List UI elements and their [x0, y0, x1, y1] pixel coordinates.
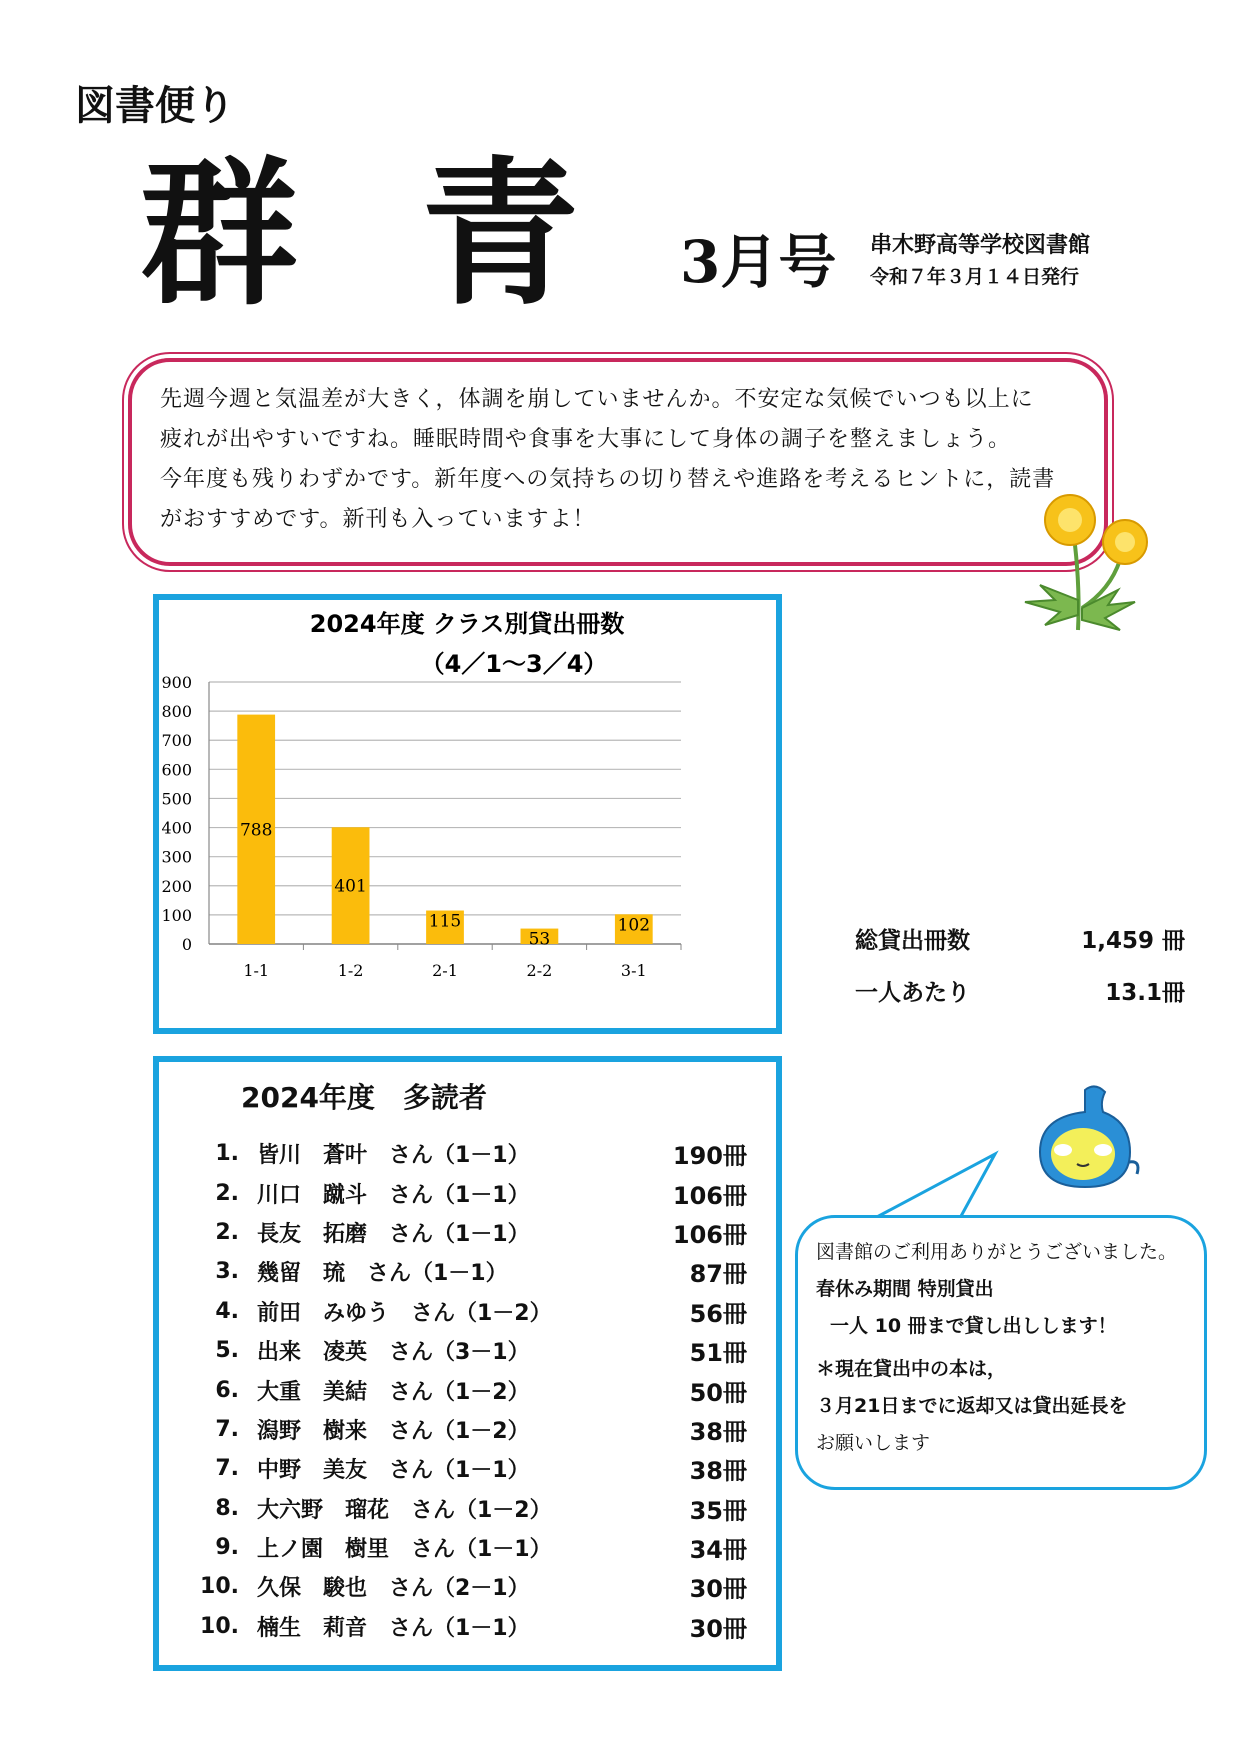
y-tick-label: 100	[161, 905, 192, 925]
reader-count: 56冊	[689, 1299, 747, 1328]
bubble-line: お願いします	[816, 1432, 931, 1454]
reader-rank: 6.	[215, 1377, 239, 1403]
top-readers-list	[189, 1134, 769, 1646]
reader-row	[189, 1528, 769, 1567]
total-row	[855, 915, 1185, 967]
bar-value-label: 53	[528, 929, 551, 950]
reader-count: 34冊	[689, 1536, 747, 1565]
reader-row	[189, 1134, 769, 1173]
reader-name: 久保 駿也 さん（2－1）	[257, 1576, 530, 1602]
reader-row	[189, 1331, 769, 1370]
reader-row	[189, 1252, 769, 1291]
reader-count: 35冊	[689, 1496, 747, 1525]
reader-rank: 7.	[215, 1416, 239, 1442]
reader-name: 幾留 琉 さん（1－1）	[257, 1261, 508, 1287]
reader-name: 長友 拓磨 さん（1－1）	[257, 1221, 530, 1247]
reader-rank: 3.	[215, 1259, 239, 1285]
notice-line: 先週今週と気温差が大きく，体調を崩していませんか。不安定な気候でいつも以上に	[160, 387, 1034, 412]
reader-rank: 10.	[200, 1613, 239, 1639]
reader-row	[189, 1449, 769, 1488]
y-tick-label: 900	[161, 673, 192, 692]
bubble-line: 一人 10 冊まで貸し出しします！	[830, 1315, 1117, 1337]
reader-row	[189, 1370, 769, 1409]
reader-name: 皆川 蒼叶 さん（1－1）	[257, 1143, 530, 1169]
reader-name: 大六野 瑠花 さん（1－2）	[257, 1497, 552, 1523]
bar-chart-svg	[159, 600, 776, 1028]
mascot-icon	[1025, 1082, 1145, 1197]
reader-rank: 5.	[215, 1338, 239, 1364]
bubble-line: ＊現在貸出中の本は，	[816, 1358, 1007, 1380]
reader-name: 楠生 莉音 さん（1－1）	[257, 1615, 530, 1641]
notice-line: がおすすめです。新刊も入っていますよ！	[160, 507, 596, 532]
reader-count: 38冊	[689, 1457, 747, 1486]
y-tick-label: 600	[161, 760, 192, 780]
reader-row	[189, 1213, 769, 1252]
reader-row	[189, 1410, 769, 1449]
bubble-line: 図書館のご利用ありがとうございました。	[816, 1241, 1178, 1263]
per-person-value: 13.1冊	[1105, 980, 1185, 1006]
per-person-label: 一人あたり	[855, 980, 970, 1006]
reader-rank: 7.	[215, 1456, 239, 1482]
y-tick-label: 400	[161, 818, 192, 838]
bar-value-label: 401	[334, 876, 367, 897]
speech-bubble	[795, 1215, 1207, 1490]
reader-count: 106冊	[672, 1181, 747, 1210]
x-tick-label: 3-1	[620, 961, 647, 980]
y-tick-label: 800	[161, 702, 192, 722]
reader-row	[189, 1489, 769, 1528]
reader-rank: 2.	[215, 1180, 239, 1206]
reader-name: 中野 美友 さん（1－1）	[257, 1458, 530, 1484]
reader-rank: 2.	[215, 1219, 239, 1245]
issue-date: 令和７年３月１４日発行	[870, 266, 1080, 288]
notice-line: 疲れが出やすいですね。睡眠時間や食事を大事にして身体の調子を整えましょう。	[160, 427, 1012, 452]
x-tick-label: 2-2	[526, 961, 553, 980]
per-person-row	[855, 967, 1185, 1019]
newsletter-title: 群 青	[140, 142, 614, 327]
reader-rank: 8.	[215, 1495, 239, 1521]
notice-line: 今年度も残りわずかです。新年度への気持ちの切り替えや進路を考えるヒントに，読書	[160, 467, 1056, 492]
y-tick-label: 200	[161, 876, 192, 896]
totals	[855, 915, 1185, 1019]
reader-rank: 1.	[215, 1141, 239, 1167]
reader-row	[189, 1173, 769, 1212]
y-tick-label: 300	[161, 847, 192, 867]
reader-count: 30冊	[689, 1575, 747, 1604]
reader-name: 大重 美結 さん（1－2）	[257, 1379, 530, 1405]
lending-chart	[153, 594, 782, 1034]
newsletter-label: 図書便り	[75, 82, 235, 129]
x-tick-label: 1-2	[337, 961, 364, 980]
y-tick-label: 500	[161, 789, 192, 809]
x-tick-label: 1-1	[243, 961, 270, 980]
notice-box	[128, 358, 1108, 566]
top-readers-box	[153, 1056, 782, 1671]
x-tick-label: 2-1	[432, 961, 458, 980]
reader-count: 38冊	[689, 1417, 747, 1446]
reader-row	[189, 1607, 769, 1646]
reader-count: 30冊	[689, 1614, 747, 1643]
reader-count: 50冊	[689, 1378, 747, 1407]
top-readers-title: 2024年度 多読者	[241, 1081, 487, 1114]
reader-row	[189, 1567, 769, 1606]
reader-rank: 9.	[215, 1535, 239, 1561]
total-value: 1,459 冊	[1081, 928, 1185, 954]
reader-rank: 10.	[200, 1574, 239, 1600]
reader-rank: 4.	[215, 1298, 239, 1324]
school-name: 串木野高等学校図書館	[870, 232, 1091, 258]
bar-value-label: 115	[428, 911, 462, 932]
bubble-line: ３月21日までに返却又は貸出延長を	[816, 1395, 1128, 1417]
reader-row	[189, 1292, 769, 1331]
reader-name: 川口 蹴斗 さん（1－1）	[257, 1182, 530, 1208]
bar-value-label: 788	[239, 820, 273, 841]
bar-value-label: 102	[617, 915, 651, 936]
y-tick-label: 700	[161, 731, 192, 751]
reader-count: 106冊	[672, 1220, 747, 1249]
total-label: 総貸出冊数	[855, 928, 970, 954]
reader-name: 出来 凌英 さん（3－1）	[257, 1340, 530, 1366]
bubble-line: 春休み期間 特別貸出	[816, 1278, 994, 1300]
chart-title: 2024年度 クラス別貸出冊数	[309, 610, 625, 638]
issue-number: 3月号	[680, 228, 837, 296]
bubble-tail	[855, 1150, 1005, 1220]
reader-name: 上ノ園 樹里 さん（1－1）	[257, 1537, 552, 1563]
y-tick-label: 0	[181, 935, 192, 954]
reader-count: 87冊	[689, 1260, 747, 1289]
reader-name: 前田 みゆう さん（1－2）	[257, 1300, 552, 1326]
dandelion-icon	[1020, 490, 1170, 640]
reader-name: 潟野 樹来 さん（1－2）	[257, 1418, 530, 1444]
reader-count: 190冊	[672, 1142, 747, 1171]
chart-subtitle: （4／1～3／4）	[420, 650, 608, 678]
reader-count: 51冊	[689, 1339, 747, 1368]
